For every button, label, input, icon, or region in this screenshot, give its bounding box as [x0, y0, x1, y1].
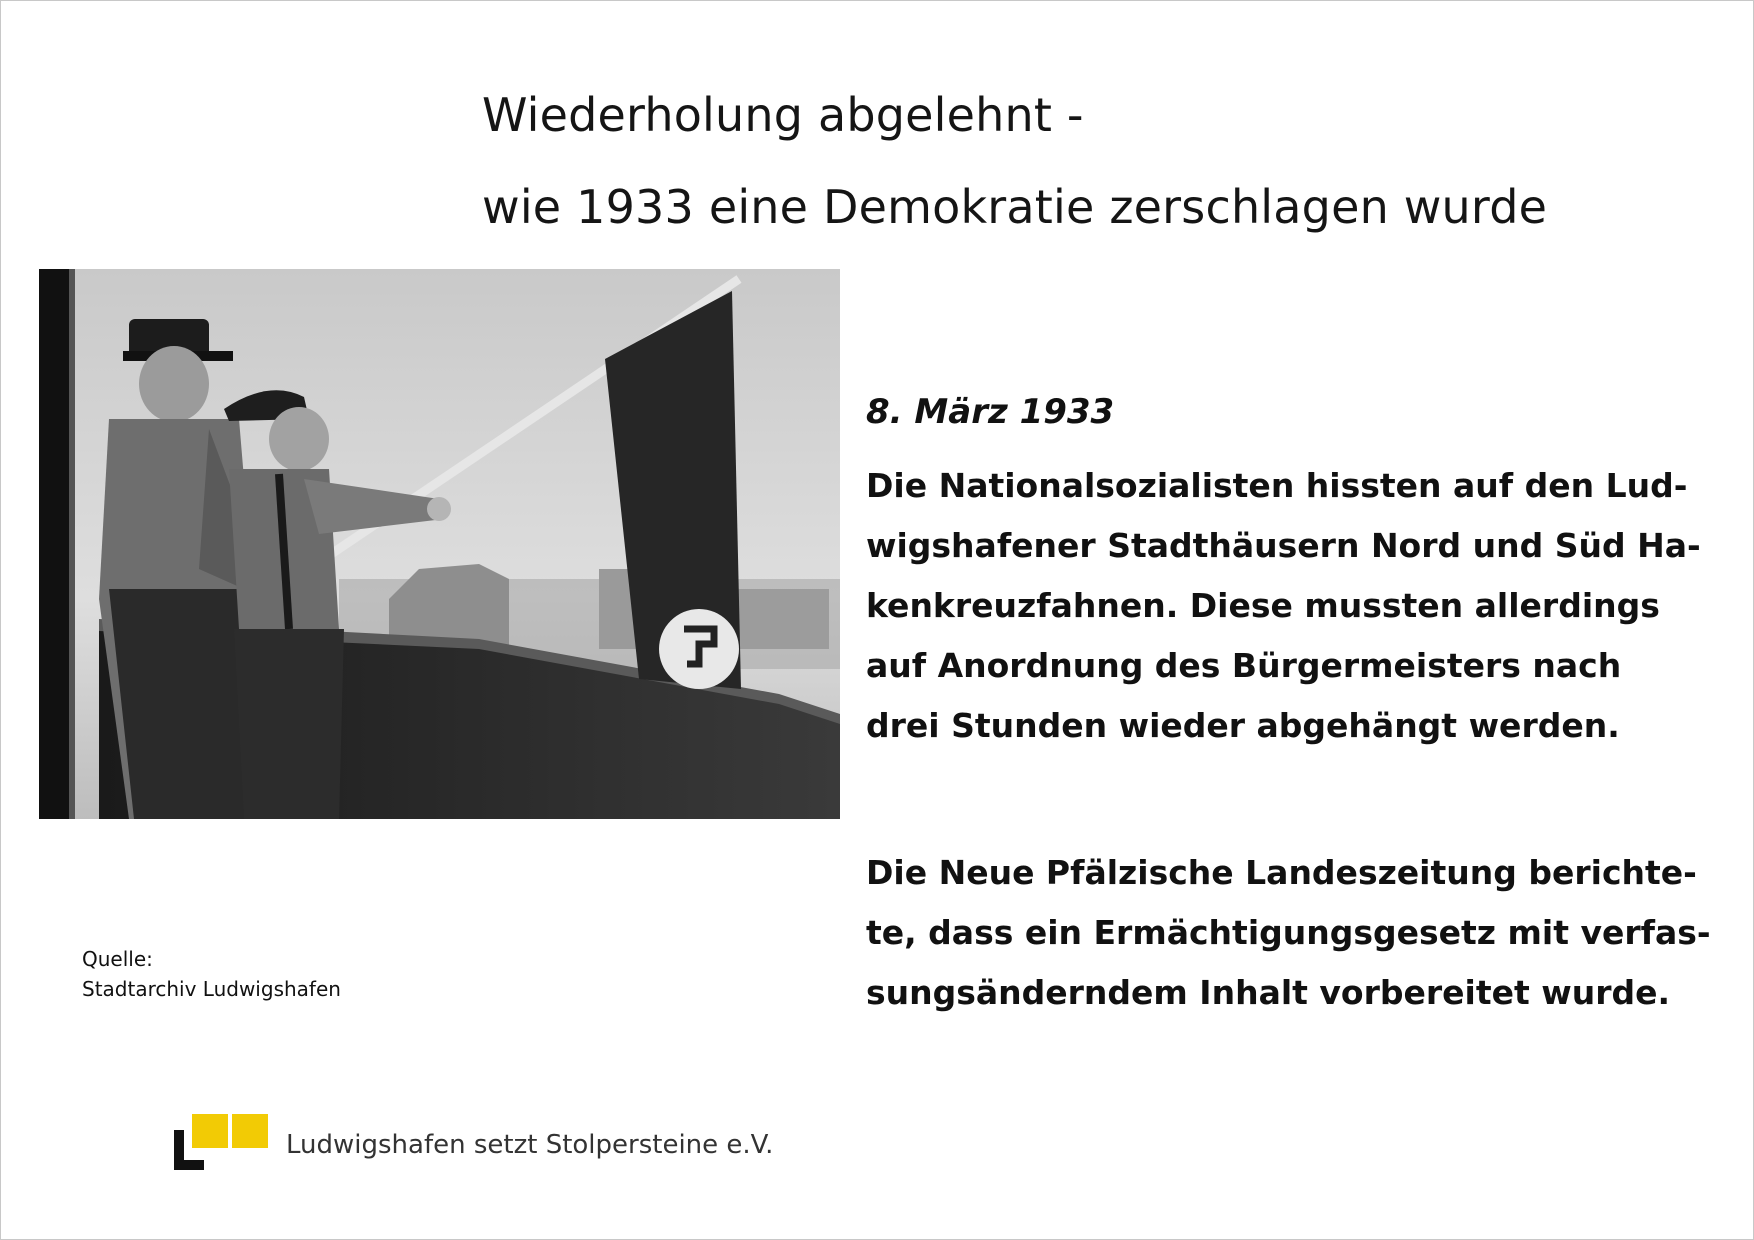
logo-black-horizontal: [174, 1160, 204, 1170]
logo-yellow-square-right: [232, 1114, 268, 1148]
photo-source: [82, 944, 341, 1004]
paragraph-line: drei Stunden wieder abgehängt werden.: [866, 706, 1620, 745]
logo-yellow-square-left: [192, 1114, 228, 1148]
paragraph-line: te, dass ein Ermächtigungsgesetz mit verfas-: [866, 913, 1711, 952]
paragraph-line: kenkreuzfahnen. Diese mussten allerdings: [866, 586, 1660, 625]
article-date: 8. März 1933: [866, 392, 1115, 432]
paragraph-line: Die Neue Pfälzische Landeszeitung berichte-: [866, 853, 1697, 892]
page-title-line-1: Wiederholung abgelehnt -: [482, 88, 1084, 142]
paragraph-line: sungsänderndem Inhalt vorbereitet wurde.: [866, 973, 1671, 1012]
source-label: Quelle:: [82, 947, 153, 971]
paragraph-line: Die Nationalsozialisten hissten auf den Lud-: [866, 466, 1688, 505]
organization-logo-icon: [174, 1114, 266, 1170]
article-paragraph-1: [866, 456, 1701, 756]
source-value: Stadtarchiv Ludwigshafen: [82, 977, 341, 1001]
photo-illustration: [39, 269, 840, 819]
page-title-line-2: wie 1933 eine Demokratie zerschlagen wurde: [482, 180, 1548, 234]
organization-name: Ludwigshafen setzt Stolpersteine e.V.: [286, 1130, 774, 1160]
historical-photo: [39, 269, 840, 819]
article-paragraph-2: [866, 843, 1711, 1023]
paragraph-line: wigshafener Stadthäusern Nord und Süd Ha-: [866, 526, 1701, 565]
paragraph-line: auf Anordnung des Bürgermeisters nach: [866, 646, 1622, 685]
